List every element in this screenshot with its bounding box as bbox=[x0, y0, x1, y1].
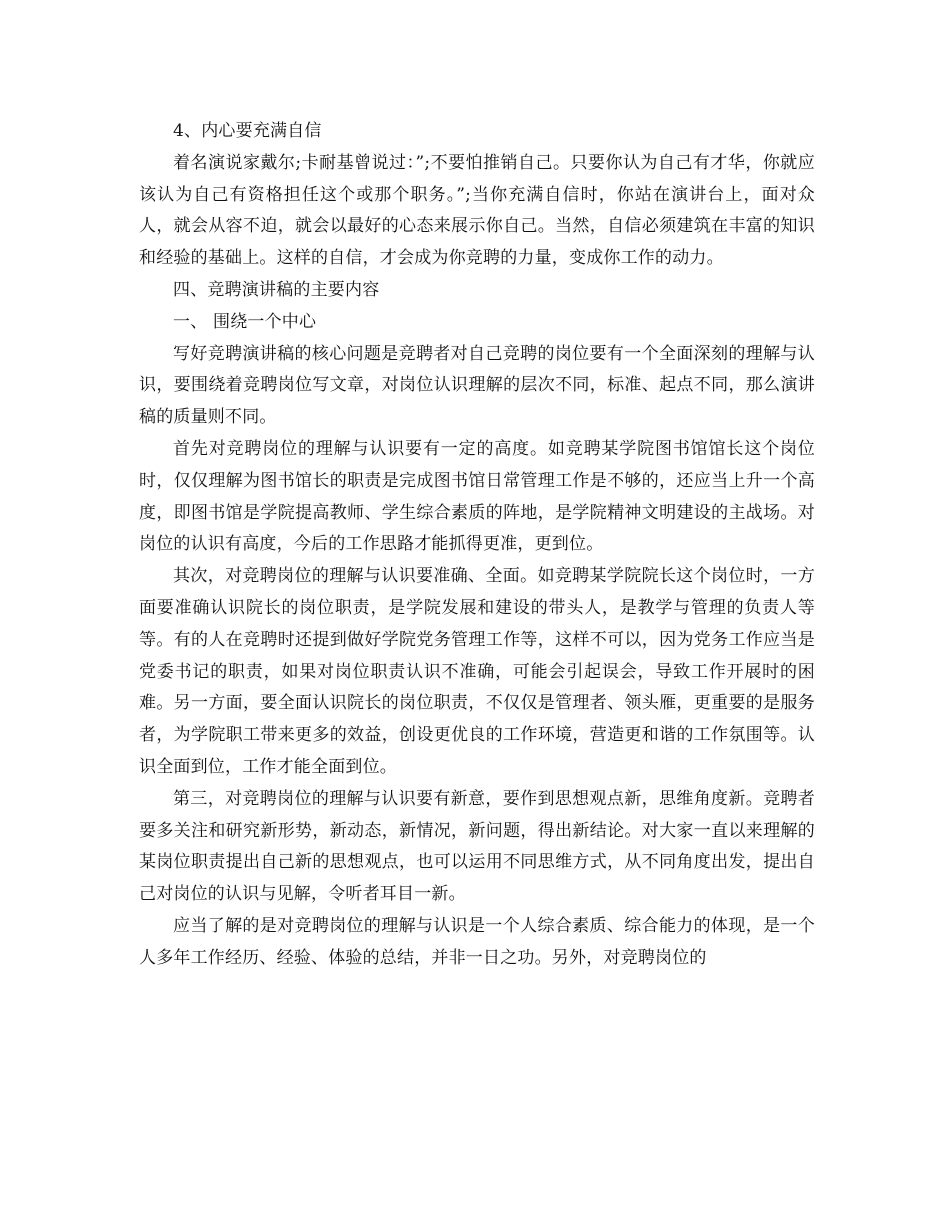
paragraph-carnegie-quote: 着名演说家戴尔;卡耐基曾说过：”;不要怕推销自己。只要你认为自己有才华，你就应该认为自己有资格担任这个或那个职务。”;当你充满自信时，你站在演讲台上，面对众人，就会从容不迫，就会以最好的心态来展示你自己。当然，自信必须建筑在丰富的知识和经验的基础上。这样的自信，才会成为你竞聘的力量，变成你工作的动力。 bbox=[139, 152, 815, 269]
paragraph-new-ideas: 第三，对竞聘岗位的理解与认识要有新意，要作到思想观点新，思维角度新。竞聘者要多关注和研究新形势，新动态，新情况，新问题，得出新结论。对大家一直以来理解的某岗位职责提出自己新的思想观点，也可以运用不同思维方式，从不同角度出发，提出自己对岗位的认识与见解，令听者耳目一新。 bbox=[139, 788, 815, 905]
document-page bbox=[139, 116, 815, 975]
paragraph-core-issue: 写好竞聘演讲稿的核心问题是竞聘者对自己竞聘的岗位要有一个全面深刻的理解与认识，要围绕着竞聘岗位写文章，对岗位认识理解的层次不同，标准、起点不同，那么演讲稿的质量则不同。 bbox=[139, 343, 815, 428]
paragraph-overall-quality: 应当了解的是对竞聘岗位的理解与认识是一个人综合素质、综合能力的体现，是一个人多年工作经历、经验、体验的总结，并非一日之功。另外，对竞聘岗位的 bbox=[139, 915, 815, 968]
section-heading-main-content: 四、竞聘演讲稿的主要内容 bbox=[173, 279, 380, 300]
subsection-heading-one-center: 一、 围绕一个中心 bbox=[173, 311, 317, 332]
section-heading-confidence: 4、内心要充满自信 bbox=[173, 121, 322, 141]
paragraph-accurate-comprehensive: 其次，对竞聘岗位的理解与认识要准确、全面。如竞聘某学院院长这个岗位时，一方面要准确认识院长的岗位职责，是学院发展和建设的带头人，是教学与管理的负责人等等。有的人在竞聘时还提到做好学院党务管理工作等，这样不可以，因为党务工作应当是党委书记的职责，如果对岗位职责认识不准确，可能会引起误会，导致工作开展时的困难。另一方面，要全面认识院长的岗位职责，不仅仅是管理者、领头雁，更重要的是服务者，为学院职工带来更多的效益，创设更优良的工作环境，营造更和谐的工作氛围等。认识全面到位，工作才能全面到位。 bbox=[139, 566, 815, 777]
paragraph-height-of-understanding: 首先对竞聘岗位的理解与认识要有一定的高度。如竞聘某学院图书馆馆长这个岗位时，仅仅理解为图书馆长的职责是完成图书馆日常管理工作是不够的，还应当上升一个高度，即图书馆是学院提高教师、学生综合素质的阵地，是学院精神文明建设的主战场。对岗位的认识有高度，今后的工作思路才能抓得更准，更到位。 bbox=[139, 438, 815, 555]
